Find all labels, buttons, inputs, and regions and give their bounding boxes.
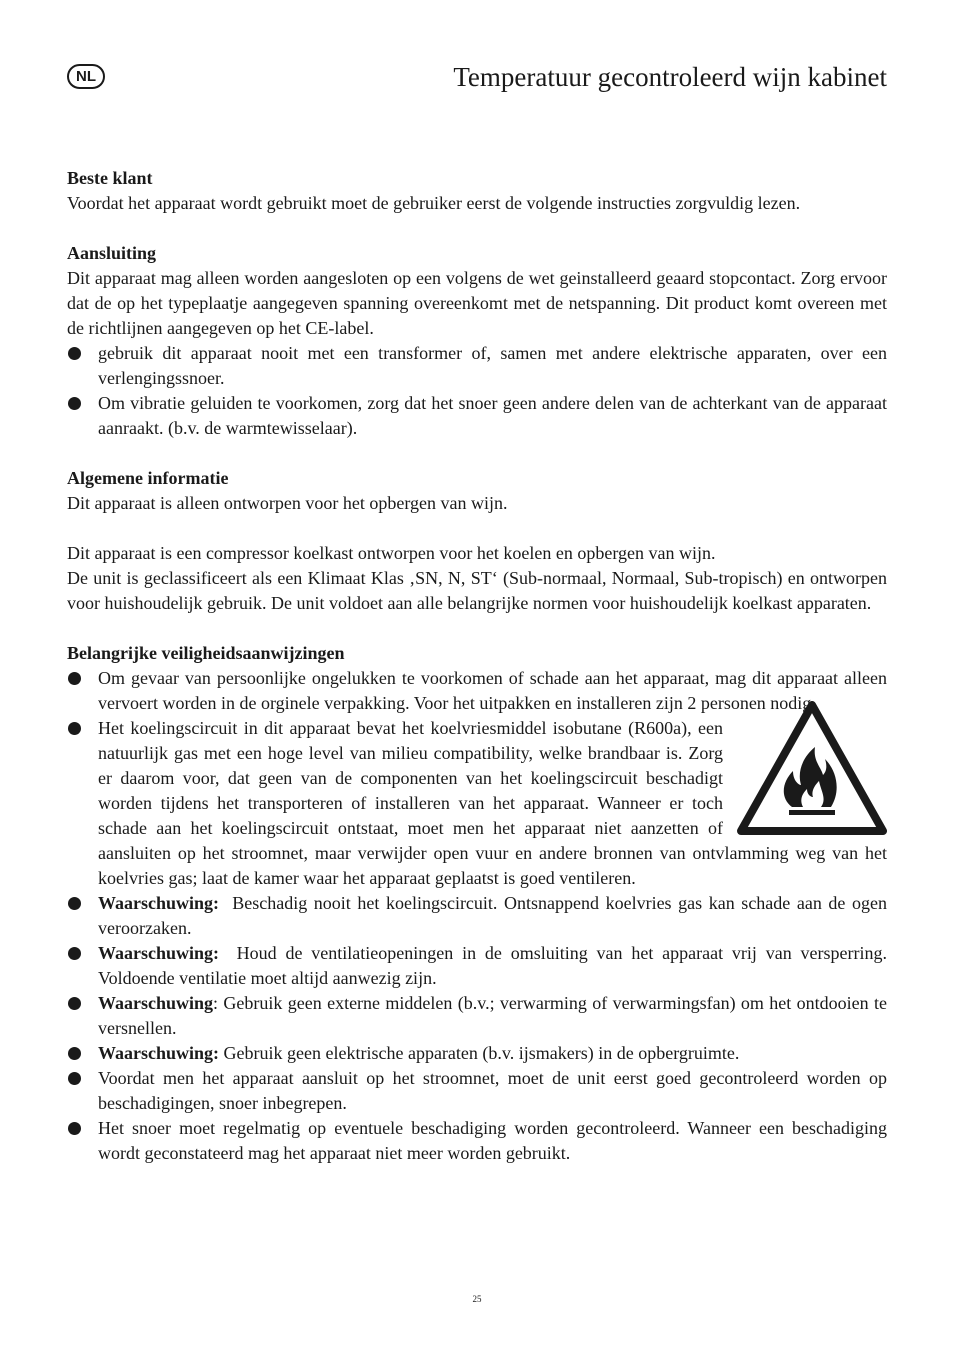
warning-label: Waarschuwing: [98,1043,220,1063]
list-item: Voordat men het apparaat aansluit op het stroomnet, moet de unit eerst goed gecontroleerd worden op beschadigingen, snoer inbegrepen. [67,1066,887,1116]
list-item-warning [67,991,887,1041]
connection-text: Dit apparaat mag alleen worden aangesloten op een volgens de wet geinstalleerd geaard stopcontact. Zorg ervoor dat de op het typeplaatje aangegeven spanning overeenkomt met de netspanning. Dit product komt overeen met de richtlijnen aangegeven op het CE-label. [67,268,887,338]
list-item-warning [67,891,887,941]
general-text-2: Dit apparaat is een compressor koelkast ontworpen voor het koelen en opbergen van wijn. [67,543,716,563]
list-item-warning [67,1041,887,1066]
safety-bullet-list [67,666,887,1166]
flammable-warning-icon [737,701,887,837]
warning-text: Gebruik geen elektrische apparaten (b.v. ijsmakers) in de opbergruimte. [223,1043,740,1063]
section-heading-connection: Aansluiting [67,243,157,263]
list-item: Om gevaar van persoonlijke ongelukken te voorkomen of schade aan het apparaat, mag dit apparaat alleen vervoert worden in de orginele verpakking. Voor het uitpakken en installeren zijn 2 personen nodig. [67,666,887,716]
warning-text: Houd de ventilatieopeningen in de omsluiting van het apparaat vrij van versperring. Voldoende ventilatie moet altijd aanwezig zijn. [98,943,887,988]
document-body [67,166,887,1166]
warning-label: Waarschuwing [98,993,214,1013]
greeting-text: Voordat het apparaat wordt gebruikt moet de gebruiker eerst de volgende instructies zorgvuldig lezen. [67,193,801,213]
list-item: Het snoer moet regelmatig op eventuele beschadiging worden gecontroleerd. Wanneer een beschadiging wordt geconstateerd mag het apparaat niet meer worden gebruikt. [67,1116,887,1166]
list-item: gebruik dit apparaat nooit met een transformer of, samen met andere elektrische apparaten, over een verlengingssnoer. [67,341,887,391]
list-item-warning [67,941,887,991]
page-title: Temperatuur gecontroleerd wijn kabinet [453,62,887,92]
warning-label: Waarschuwing: [98,943,220,963]
list-item: Om vibratie geluiden te voorkomen, zorg dat het snoer geen andere delen van de achterkant van de apparaat aanraakt. (b.v. de warmtewisselaar). [67,391,887,441]
general-text-3: De unit is geclassificeert als een Klimaat Klas ‚SN, N, ST‘ (Sub-normaal, Normaal, Sub-tropisch) en ontworpen voor huishoudelijk gebruik. De unit voldoet aan alle belangrijke normen voor huishoudelijk koelkast apparaten. [67,568,887,613]
flammable-text: Het koelingscircuit in dit apparaat bevat het koelvriesmiddel isobutane (R600a), een natuurlijk gas met een hoge level van milieu compatibility, welke brandbaar is. Zorg er daarom voor, dat geen van de componenten van het koelingscircuit beschadigt worden tijdens het transporteren of installeren van het apparaat. Wanneer er toch schade aan het koelingscircuit ontstaat, moet men het apparaat niet aanzetten of aansluiten op het stroomnet, maar verwijder open vuur en andere bronnen van ontvlamming weg van het koelvries gas; laat de kamer waar het apparaat geplaatst is goed ventileren. [98,718,887,888]
warning-text: : Gebruik geen externe middelen (b.v.; verwarming of verwarmingsfan) om het ontdooien te versnellen. [98,993,887,1038]
list-item-flammable [67,716,887,891]
warning-label: Waarschuwing: [98,893,220,913]
connection-bullet-list [67,341,887,441]
general-text-1: Dit apparaat is alleen ontworpen voor het opbergen van wijn. [67,493,508,513]
section-heading-general: Algemene informatie [67,468,229,488]
warning-text: Beschadig nooit het koelingscircuit. Ontsnappend koelvries gas kan schade aan de ogen veroorzaken. [98,893,888,938]
section-heading-safety: Belangrijke veiligheidsaanwijzingen [67,643,345,663]
page-number: 25 [472,1294,482,1304]
language-badge: NL [67,64,105,89]
section-heading-greeting: Beste klant [67,168,153,188]
